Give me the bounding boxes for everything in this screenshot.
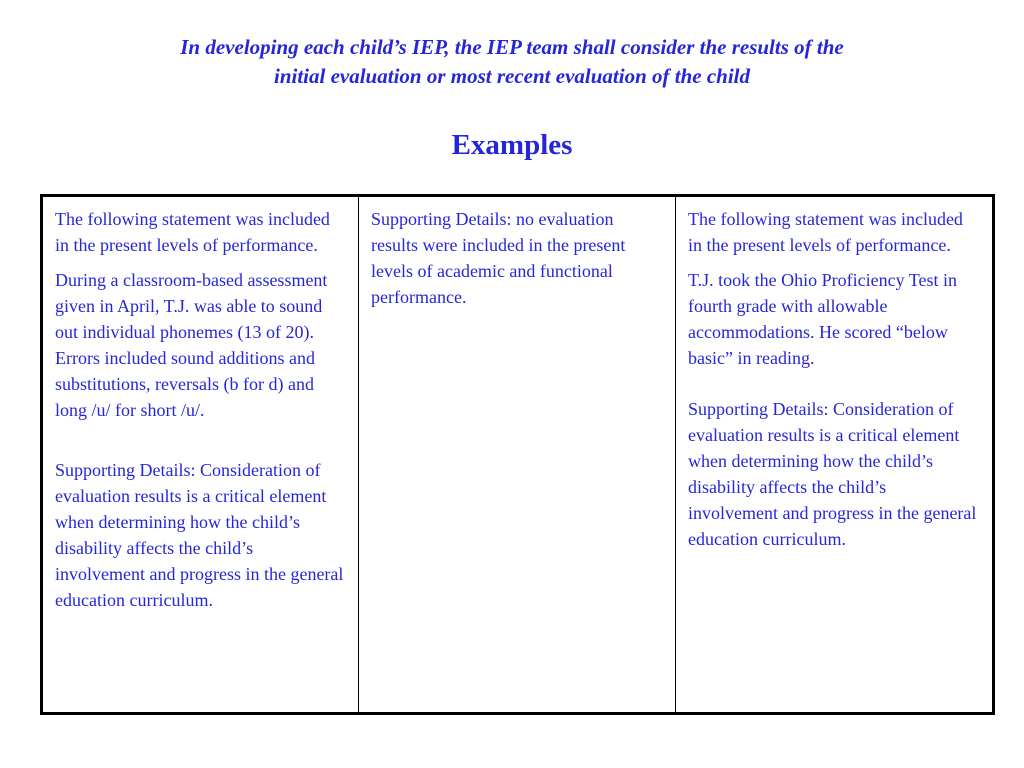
table-row bbox=[42, 196, 994, 714]
cell-paragraph: T.J. took the Ohio Proficiency Test in fourth grade with allowable accommodations. He scored “below basic” in reading. bbox=[688, 270, 958, 368]
table-cell-right bbox=[676, 196, 994, 714]
cell-paragraph: Supporting Details: Consideration of evaluation results is a critical element when determining how the child’s disability affects the child’s involvement and progress in the general education curriculum. bbox=[688, 399, 977, 549]
cell-paragraph: Supporting Details: Consideration of evaluation results is a critical element when determining how the child’s disability affects the child’s involvement and progress in the general education curriculum. bbox=[55, 460, 344, 610]
cell-paragraph: During a classroom-based assessment given in April, T.J. was able to sound out individual phonemes (13 of 20). Errors included sound additions and substitutions, reversals (b for d) and long /u/ for short /u/. bbox=[55, 270, 328, 420]
heading-line-1: In developing each child’s IEP, the IEP team shall consider the results of the bbox=[180, 35, 844, 59]
table-cell-left bbox=[42, 196, 359, 714]
slide-subtitle: Examples bbox=[451, 129, 573, 161]
heading-line-2: initial evaluation or most recent evaluation of the child bbox=[273, 64, 751, 88]
cell-paragraph: Supporting Details: no evaluation results were included in the present levels of academic and functional performance. bbox=[371, 209, 626, 307]
table-cell-middle bbox=[359, 196, 676, 714]
cell-paragraph: The following statement was included in the present levels of performance. bbox=[55, 209, 330, 255]
cell-paragraph: The following statement was included in the present levels of performance. bbox=[688, 209, 963, 255]
examples-table bbox=[40, 194, 995, 715]
slide-heading bbox=[0, 33, 1024, 91]
